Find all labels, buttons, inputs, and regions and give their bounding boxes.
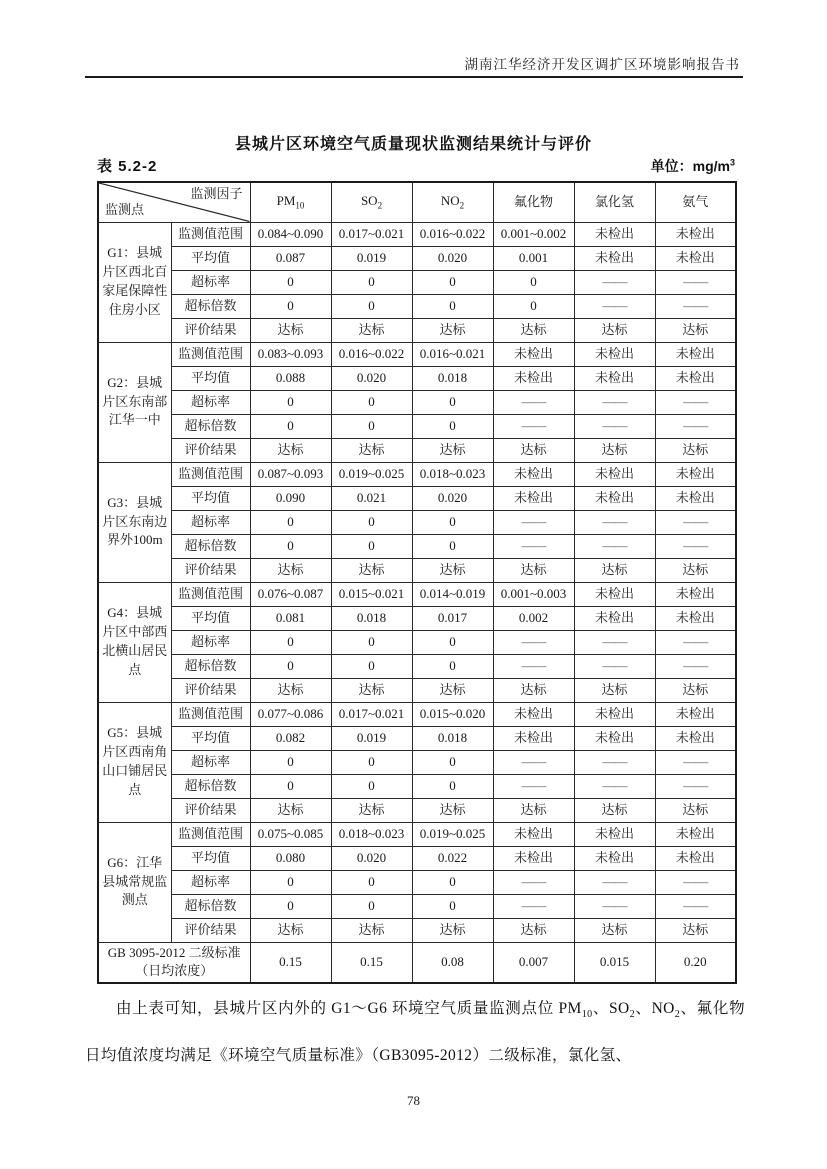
table-row	[98, 294, 736, 318]
table-row	[98, 462, 736, 486]
value-cell: 未检出	[574, 246, 655, 270]
value-cell: 达标	[250, 918, 331, 942]
corner-label-point: 监测点	[105, 201, 145, 217]
table-row	[98, 438, 736, 462]
value-cell: 达标	[250, 318, 331, 342]
factor-header: 氯化氢	[574, 182, 655, 222]
table-row	[98, 606, 736, 630]
value-cell: 0	[412, 270, 493, 294]
value-cell: 达标	[412, 438, 493, 462]
value-cell: 未检出	[574, 822, 655, 846]
monitoring-point-cell: G2：县城片区东南部江华一中	[98, 342, 171, 462]
value-cell: 0	[250, 630, 331, 654]
value-cell: 0.081	[250, 606, 331, 630]
unit-base: mg/m	[692, 158, 730, 174]
factor-header: $NO_2$	[412, 182, 493, 222]
value-cell: 0.090	[250, 486, 331, 510]
value-cell: 未检出	[493, 822, 574, 846]
value-cell: 0	[412, 654, 493, 678]
value-cell: 未检出	[493, 846, 574, 870]
standard-value-cell: 0.08	[412, 942, 493, 983]
table-row	[98, 654, 736, 678]
value-cell: 0	[331, 270, 412, 294]
value-cell: ——	[493, 750, 574, 774]
value-cell: 达标	[655, 318, 736, 342]
value-cell: 未检出	[655, 606, 736, 630]
value-cell: 0	[412, 750, 493, 774]
row-label-cell: 平均值	[171, 366, 250, 390]
table-header-row	[98, 182, 736, 222]
header-divider-line	[85, 76, 743, 78]
value-cell: 达标	[574, 318, 655, 342]
row-label-cell: 平均值	[171, 846, 250, 870]
value-cell: ——	[655, 654, 736, 678]
row-label-cell: 评价结果	[171, 798, 250, 822]
value-cell: 0.022	[412, 846, 493, 870]
value-cell: 未检出	[574, 606, 655, 630]
row-label-cell: 超标率	[171, 750, 250, 774]
value-cell: 达标	[574, 558, 655, 582]
value-cell: 达标	[493, 438, 574, 462]
row-label-cell: 监测值范围	[171, 222, 250, 246]
value-cell: 0	[331, 630, 412, 654]
value-cell: 0.018	[412, 726, 493, 750]
standard-value-cell: 0.15	[331, 942, 412, 983]
value-cell: 0.018	[331, 606, 412, 630]
value-cell: 达标	[412, 678, 493, 702]
table-row	[98, 222, 736, 246]
table-row	[98, 798, 736, 822]
value-cell: 未检出	[655, 222, 736, 246]
value-cell: 0	[412, 534, 493, 558]
table-row	[98, 678, 736, 702]
value-cell: 0.018~0.023	[331, 822, 412, 846]
row-label-cell: 评价结果	[171, 318, 250, 342]
value-cell: 0	[412, 390, 493, 414]
value-cell: 0	[250, 390, 331, 414]
value-cell: 0.088	[250, 366, 331, 390]
value-cell: ——	[574, 294, 655, 318]
factor-header: $SO_2$	[331, 182, 412, 222]
value-cell: 未检出	[655, 822, 736, 846]
row-label-cell: 超标率	[171, 270, 250, 294]
row-label-cell: 平均值	[171, 726, 250, 750]
standard-label-cell: GB 3095-2012 二级标准 （日均浓度）	[98, 942, 250, 983]
corner-cell	[98, 182, 250, 222]
table-row	[98, 870, 736, 894]
value-cell: 达标	[655, 438, 736, 462]
value-cell: 0.017	[412, 606, 493, 630]
value-cell: 未检出	[574, 366, 655, 390]
table-row	[98, 774, 736, 798]
value-cell: 0.019~0.025	[412, 822, 493, 846]
value-cell: 未检出	[493, 702, 574, 726]
value-cell: 0.019~0.025	[331, 462, 412, 486]
value-cell: ——	[655, 390, 736, 414]
value-cell: ——	[655, 414, 736, 438]
value-cell: 0.077~0.086	[250, 702, 331, 726]
value-cell: 0.087~0.093	[250, 462, 331, 486]
air-quality-monitoring-table	[97, 181, 737, 984]
value-cell: 未检出	[574, 342, 655, 366]
row-label-cell: 超标率	[171, 390, 250, 414]
value-cell: 0	[250, 414, 331, 438]
value-cell: 达标	[493, 318, 574, 342]
row-label-cell: 超标率	[171, 870, 250, 894]
value-cell: 达标	[655, 918, 736, 942]
value-cell: ——	[574, 390, 655, 414]
value-cell: 0	[250, 774, 331, 798]
value-cell: ——	[655, 294, 736, 318]
value-cell: 0.016~0.022	[412, 222, 493, 246]
row-label-cell: 超标率	[171, 630, 250, 654]
row-label-cell: 超标倍数	[171, 654, 250, 678]
value-cell: 未检出	[574, 222, 655, 246]
value-cell: 0	[331, 534, 412, 558]
standard-value-cell: 0.015	[574, 942, 655, 983]
unit-label	[651, 156, 735, 176]
value-cell: 0.087	[250, 246, 331, 270]
row-label-cell: 超标倍数	[171, 294, 250, 318]
value-cell: ——	[493, 534, 574, 558]
standard-value-cell: 0.15	[250, 942, 331, 983]
value-cell: 达标	[655, 558, 736, 582]
value-cell: 0	[331, 390, 412, 414]
table-row	[98, 918, 736, 942]
analysis-paragraph: 由上表可知，县城片区内外的 G1～G6 环境空气质量监测点位 $PM_{10}$、$SO_2$、$NO_2$、氟化物日均值浓度均满足《环境空气质量标准》（GB3095-2012）二级标准，氯化氢、	[85, 1000, 745, 1065]
value-cell: 0	[493, 294, 574, 318]
value-cell: ——	[493, 630, 574, 654]
value-cell: 未检出	[655, 486, 736, 510]
value-cell: ——	[655, 774, 736, 798]
value-cell: ——	[655, 870, 736, 894]
value-cell: 达标	[574, 918, 655, 942]
value-cell: 达标	[493, 558, 574, 582]
value-cell: 未检出	[655, 702, 736, 726]
value-cell: 0.021	[331, 486, 412, 510]
value-cell: 达标	[250, 438, 331, 462]
table-row	[98, 534, 736, 558]
value-cell: 0.001~0.003	[493, 582, 574, 606]
value-cell: 0.018~0.023	[412, 462, 493, 486]
value-cell: 0	[331, 774, 412, 798]
value-cell: ——	[493, 510, 574, 534]
value-cell: ——	[574, 510, 655, 534]
value-cell: 0	[250, 510, 331, 534]
row-label-cell: 平均值	[171, 486, 250, 510]
row-label-cell: 评价结果	[171, 918, 250, 942]
page-number: 78	[407, 1093, 420, 1108]
value-cell: ——	[655, 510, 736, 534]
value-cell: 0.001	[493, 246, 574, 270]
value-cell: ——	[493, 774, 574, 798]
value-cell: 未检出	[574, 486, 655, 510]
value-cell: ——	[655, 534, 736, 558]
row-label-cell: 评价结果	[171, 438, 250, 462]
value-cell: 0	[331, 414, 412, 438]
row-label-cell: 超标倍数	[171, 774, 250, 798]
value-cell: 未检出	[655, 462, 736, 486]
value-cell: ——	[574, 870, 655, 894]
row-label-cell: 监测值范围	[171, 582, 250, 606]
value-cell: ——	[655, 630, 736, 654]
value-cell: 0.020	[331, 366, 412, 390]
value-cell: 达标	[574, 678, 655, 702]
row-label-cell: 平均值	[171, 606, 250, 630]
value-cell: ——	[655, 750, 736, 774]
value-cell: 达标	[574, 798, 655, 822]
value-cell: ——	[574, 534, 655, 558]
row-label-cell: 监测值范围	[171, 342, 250, 366]
value-cell: 0	[331, 654, 412, 678]
value-cell: 达标	[655, 798, 736, 822]
factor-header: 氟化物	[493, 182, 574, 222]
value-cell: 0.019	[331, 246, 412, 270]
value-cell: 0.017~0.021	[331, 222, 412, 246]
value-cell: 0.015~0.020	[412, 702, 493, 726]
row-label-cell: 监测值范围	[171, 822, 250, 846]
table-row	[98, 390, 736, 414]
value-cell: 达标	[412, 318, 493, 342]
value-cell: ——	[493, 894, 574, 918]
unit-superscript: 3	[729, 157, 735, 168]
monitoring-point-cell: G3：县城片区东南边界外100m	[98, 462, 171, 582]
value-cell: 0.020	[412, 246, 493, 270]
monitoring-point-cell: G5：县城片区西南角山口铺居民点	[98, 702, 171, 822]
value-cell: 0	[250, 534, 331, 558]
value-cell: 0.002	[493, 606, 574, 630]
value-cell: 0.020	[331, 846, 412, 870]
value-cell: 0	[250, 270, 331, 294]
value-cell: 达标	[412, 798, 493, 822]
monitoring-point-cell: G1：县城片区西北百家尾保障性住房小区	[98, 222, 171, 342]
value-cell: 未检出	[574, 462, 655, 486]
value-cell: 0	[331, 294, 412, 318]
table-row	[98, 342, 736, 366]
table-row	[98, 246, 736, 270]
value-cell: 0.082	[250, 726, 331, 750]
corner-label-factor: 监测因子	[190, 186, 243, 201]
value-cell: 达标	[493, 678, 574, 702]
value-cell: ——	[574, 774, 655, 798]
value-cell: 0.014~0.019	[412, 582, 493, 606]
table-row	[98, 510, 736, 534]
value-cell: 未检出	[493, 486, 574, 510]
factor-header: 氨气	[655, 182, 736, 222]
monitoring-point-cell: G6：江华县城常规监测点	[98, 822, 171, 942]
value-cell: ——	[655, 270, 736, 294]
value-cell: 未检出	[493, 726, 574, 750]
value-cell: ——	[574, 750, 655, 774]
value-cell: 0	[412, 294, 493, 318]
value-cell: 0.015~0.021	[331, 582, 412, 606]
table-row	[98, 822, 736, 846]
value-cell: 未检出	[655, 342, 736, 366]
value-cell: 0	[493, 270, 574, 294]
value-cell: 0	[412, 870, 493, 894]
value-cell: 达标	[655, 678, 736, 702]
table-number-label: 表 5.2-2	[97, 158, 158, 175]
value-cell: ——	[574, 894, 655, 918]
value-cell: 达标	[250, 558, 331, 582]
value-cell: 0	[250, 294, 331, 318]
value-cell: 0	[412, 510, 493, 534]
value-cell: 达标	[493, 918, 574, 942]
value-cell: ——	[493, 870, 574, 894]
row-label-cell: 监测值范围	[171, 462, 250, 486]
row-label-cell: 监测值范围	[171, 702, 250, 726]
value-cell: 0.080	[250, 846, 331, 870]
value-cell: 达标	[331, 318, 412, 342]
value-cell: 0	[331, 894, 412, 918]
row-label-cell: 超标倍数	[171, 534, 250, 558]
value-cell: 0.001~0.002	[493, 222, 574, 246]
value-cell: 达标	[574, 438, 655, 462]
value-cell: 0.016~0.021	[412, 342, 493, 366]
value-cell: 未检出	[655, 246, 736, 270]
row-label-cell: 超标倍数	[171, 414, 250, 438]
table-row	[98, 894, 736, 918]
table-row	[98, 414, 736, 438]
table-row	[98, 486, 736, 510]
value-cell: 达标	[331, 678, 412, 702]
row-label-cell: 评价结果	[171, 558, 250, 582]
value-cell: 0	[412, 630, 493, 654]
table-row	[98, 366, 736, 390]
value-cell: 未检出	[574, 726, 655, 750]
value-cell: 0.084~0.090	[250, 222, 331, 246]
row-label-cell: 平均值	[171, 246, 250, 270]
standard-row	[98, 942, 736, 983]
value-cell: 0.019	[331, 726, 412, 750]
value-cell: 未检出	[655, 846, 736, 870]
value-cell: 0.076~0.087	[250, 582, 331, 606]
value-cell: ——	[574, 414, 655, 438]
table-row	[98, 318, 736, 342]
value-cell: 达标	[412, 558, 493, 582]
table-title: 县城片区环境空气质量现状监测结果统计与评价	[234, 136, 592, 153]
running-header: 湖南江华经济开发区调扩区环境影响报告书	[464, 57, 740, 72]
standard-value-cell: 0.007	[493, 942, 574, 983]
value-cell: 未检出	[655, 726, 736, 750]
table-row	[98, 270, 736, 294]
unit-prefix: 单位：	[650, 158, 693, 174]
value-cell: 达标	[331, 438, 412, 462]
value-cell: ——	[493, 390, 574, 414]
value-cell: ——	[655, 894, 736, 918]
value-cell: 未检出	[574, 582, 655, 606]
value-cell: 0	[250, 870, 331, 894]
value-cell: 达标	[250, 798, 331, 822]
table-row	[98, 582, 736, 606]
value-cell: 0.083~0.093	[250, 342, 331, 366]
table-row	[98, 726, 736, 750]
value-cell: 未检出	[655, 366, 736, 390]
value-cell: 0.020	[412, 486, 493, 510]
value-cell: 达标	[331, 798, 412, 822]
table-meta-row	[97, 155, 735, 176]
value-cell: 未检出	[655, 582, 736, 606]
value-cell: 达标	[493, 798, 574, 822]
value-cell: 未检出	[493, 366, 574, 390]
value-cell: 未检出	[574, 846, 655, 870]
value-cell: 0.075~0.085	[250, 822, 331, 846]
value-cell: 0	[331, 510, 412, 534]
value-cell: ——	[493, 654, 574, 678]
value-cell: 达标	[412, 918, 493, 942]
value-cell: ——	[574, 270, 655, 294]
value-cell: 0.016~0.022	[331, 342, 412, 366]
table-row	[98, 558, 736, 582]
table-row	[98, 630, 736, 654]
table-row	[98, 702, 736, 726]
monitoring-point-cell: G4：县城片区中部西北横山居民点	[98, 582, 171, 702]
value-cell: 0	[412, 894, 493, 918]
value-cell: 0	[331, 870, 412, 894]
value-cell: 达标	[250, 678, 331, 702]
value-cell: 0.017~0.021	[331, 702, 412, 726]
value-cell: 0	[250, 894, 331, 918]
value-cell: ——	[493, 414, 574, 438]
value-cell: 0	[412, 774, 493, 798]
factor-header: $PM_{10}$	[250, 182, 331, 222]
value-cell: 0	[412, 414, 493, 438]
value-cell: 0.018	[412, 366, 493, 390]
value-cell: 未检出	[493, 462, 574, 486]
value-cell: 0	[250, 750, 331, 774]
table-row	[98, 846, 736, 870]
row-label-cell: 超标率	[171, 510, 250, 534]
table-row	[98, 750, 736, 774]
value-cell: 达标	[331, 918, 412, 942]
row-label-cell: 超标倍数	[171, 894, 250, 918]
value-cell: 0	[250, 654, 331, 678]
value-cell: 未检出	[574, 702, 655, 726]
value-cell: 达标	[331, 558, 412, 582]
value-cell: ——	[574, 654, 655, 678]
row-label-cell: 评价结果	[171, 678, 250, 702]
standard-value-cell: 0.20	[655, 942, 736, 983]
value-cell: 0	[331, 750, 412, 774]
value-cell: ——	[574, 630, 655, 654]
value-cell: 未检出	[493, 342, 574, 366]
